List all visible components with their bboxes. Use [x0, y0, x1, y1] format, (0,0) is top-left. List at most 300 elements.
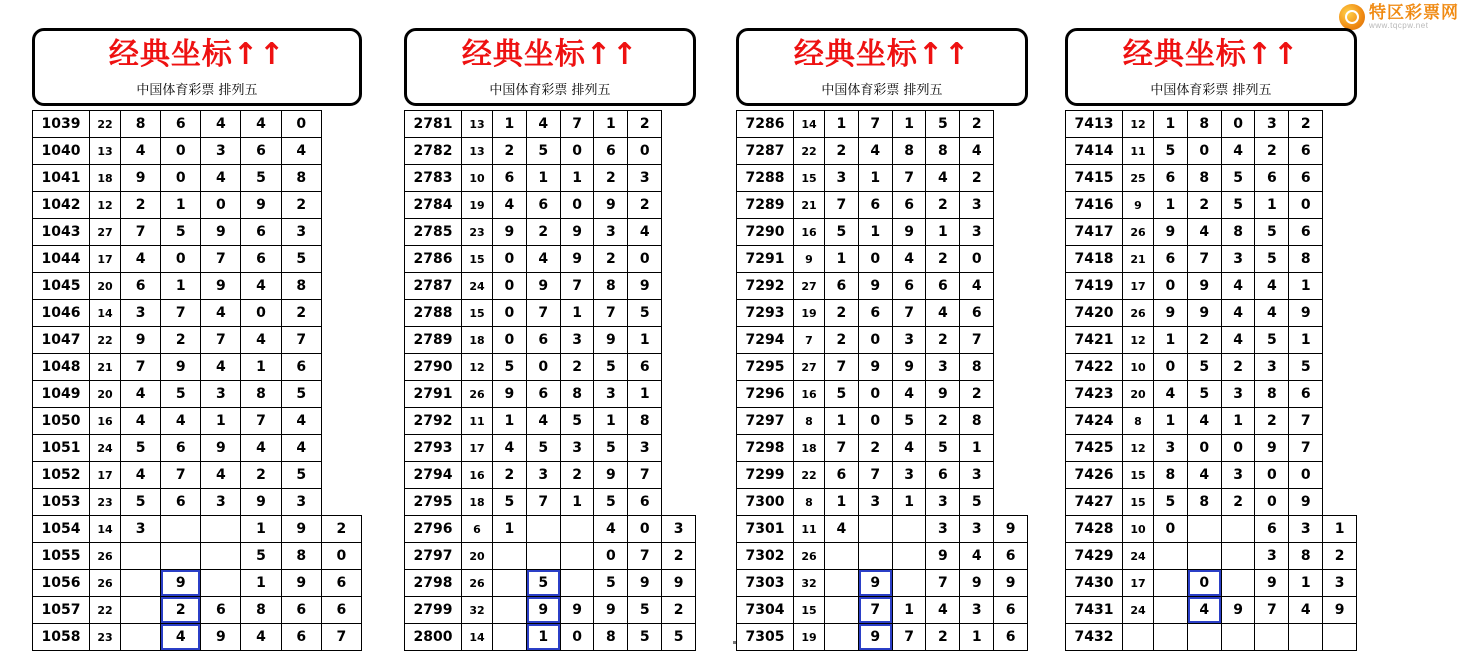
digit-cell: 5 [241, 543, 281, 570]
digit-cell: 2 [960, 381, 994, 408]
digit-cell: 0 [960, 246, 994, 273]
digit-cell: 6 [121, 273, 161, 300]
row-sum: 20 [1123, 381, 1154, 408]
table-row [1066, 543, 1357, 570]
digit-cell: 4 [241, 111, 281, 138]
row-id: 7303 [737, 570, 794, 597]
row-sum: 21 [794, 192, 825, 219]
digit-cell [493, 597, 527, 624]
row-sum: 12 [462, 354, 493, 381]
digit-cell: 2 [493, 138, 527, 165]
digit-cell: 2 [628, 192, 662, 219]
table-row [737, 489, 1028, 516]
digit-cell: 8 [628, 408, 662, 435]
digit-cell: 9 [594, 192, 628, 219]
row-id: 7286 [737, 111, 794, 138]
row-id: 1054 [33, 516, 90, 543]
digit-cell: 9 [858, 273, 892, 300]
digit-cell: 5 [926, 435, 960, 462]
digit-cell: 4 [1221, 327, 1255, 354]
digit-cell: 9 [560, 597, 594, 624]
digit-cell: 7 [1221, 570, 1255, 597]
digit-cell: 0 [493, 273, 527, 300]
digit-cell: 9 [926, 381, 960, 408]
digit-cell: 1 [241, 570, 281, 597]
table-row [33, 543, 362, 570]
digit-cell: 1 [960, 435, 994, 462]
row-sum: 26 [462, 570, 493, 597]
digit-cell: 6 [493, 165, 527, 192]
row-id: 1057 [33, 597, 90, 624]
row-id: 1047 [33, 327, 90, 354]
digit-cell [1323, 624, 1357, 651]
digit-cell: 6 [161, 489, 201, 516]
digit-cell: 5 [526, 138, 560, 165]
digit-cell: 4 [1221, 300, 1255, 327]
digit-cell: 3 [1289, 516, 1323, 543]
digit-cell: 3 [662, 516, 696, 543]
table-row [33, 138, 362, 165]
digit-cell: 3 [628, 435, 662, 462]
digit-cell: 7 [892, 570, 926, 597]
digit-cell: 6 [858, 192, 892, 219]
panel-3-subtitle: 中国体育彩票 排列五 [821, 82, 943, 98]
table-row [737, 516, 1028, 543]
digit-cell: 4 [161, 624, 201, 651]
digit-cell: 4 [201, 300, 241, 327]
digit-cell: 3 [594, 219, 628, 246]
digit-cell: 4 [121, 138, 161, 165]
digit-cell: 9 [161, 570, 201, 597]
digit-cell: 1 [1154, 192, 1188, 219]
row-sum: 32 [462, 597, 493, 624]
digit-cell: 6 [926, 462, 960, 489]
digit-cell: 0 [493, 300, 527, 327]
digit-cell: 8 [594, 624, 628, 651]
digit-cell: 7 [560, 111, 594, 138]
digit-cell: 3 [960, 597, 994, 624]
table-row [33, 192, 362, 219]
digit-cell: 6 [281, 597, 321, 624]
row-sum: 15 [794, 165, 825, 192]
row-sum: 20 [462, 543, 493, 570]
digit-cell: 1 [560, 300, 594, 327]
digit-cell: 9 [1255, 435, 1289, 462]
row-sum: 6 [462, 516, 493, 543]
row-sum: 15 [1123, 462, 1154, 489]
digit-cell: 8 [1187, 165, 1221, 192]
row-id: 7420 [1066, 300, 1123, 327]
row-id: 7415 [1066, 165, 1123, 192]
row-sum: 17 [90, 246, 121, 273]
digit-cell: 2 [825, 327, 859, 354]
digit-cell: 5 [1255, 219, 1289, 246]
digit-cell: 4 [241, 624, 281, 651]
row-sum: 15 [1123, 489, 1154, 516]
digit-cell: 4 [628, 219, 662, 246]
digit-cell: 6 [1289, 165, 1323, 192]
digit-cell: 4 [241, 273, 281, 300]
table-row [33, 570, 362, 597]
table-row [33, 516, 362, 543]
watermark-name: 特区彩票网 [1369, 3, 1459, 22]
table-row [737, 165, 1028, 192]
digit-cell: 8 [960, 408, 994, 435]
digit-cell [1154, 624, 1188, 651]
row-sum: 32 [794, 570, 825, 597]
digit-cell: 3 [1255, 111, 1289, 138]
page-dot [733, 641, 736, 644]
digit-cell: 4 [281, 408, 321, 435]
digit-cell: 8 [241, 597, 281, 624]
digit-cell: 6 [994, 624, 1028, 651]
row-sum: 24 [1123, 543, 1154, 570]
digit-cell: 6 [1289, 219, 1323, 246]
digit-cell: 7 [1289, 408, 1323, 435]
digit-cell: 2 [281, 192, 321, 219]
table-row [1066, 489, 1357, 516]
digit-cell: 4 [241, 327, 281, 354]
digit-cell: 1 [1221, 516, 1255, 543]
digit-cell: 3 [892, 327, 926, 354]
digit-cell: 4 [121, 408, 161, 435]
digit-cell: 0 [560, 192, 594, 219]
digit-cell: 2 [1323, 543, 1357, 570]
row-sum: 15 [462, 246, 493, 273]
table-row [1066, 624, 1357, 651]
digit-cell: 8 [892, 138, 926, 165]
row-id: 7287 [737, 138, 794, 165]
row-id: 7419 [1066, 273, 1123, 300]
panel-2-table [404, 110, 696, 651]
row-id: 2797 [405, 543, 462, 570]
row-id: 7299 [737, 462, 794, 489]
digit-cell [1221, 624, 1255, 651]
row-id: 7418 [1066, 246, 1123, 273]
row-sum: 16 [794, 381, 825, 408]
digit-cell: 5 [628, 300, 662, 327]
row-id: 7300 [737, 489, 794, 516]
table-row [405, 597, 696, 624]
table-row [405, 381, 696, 408]
row-sum: 21 [90, 354, 121, 381]
table-row [405, 570, 696, 597]
digit-cell: 5 [493, 354, 527, 381]
row-sum: 18 [90, 165, 121, 192]
digit-cell [1289, 624, 1323, 651]
row-id: 1046 [33, 300, 90, 327]
digit-cell: 8 [1289, 246, 1323, 273]
panel-1 [32, 28, 362, 651]
digit-cell: 9 [994, 570, 1028, 597]
panel-4-subtitle: 中国体育彩票 排列五 [1150, 82, 1272, 98]
digit-cell: 6 [1255, 165, 1289, 192]
digit-cell: 3 [594, 381, 628, 408]
row-id: 7295 [737, 354, 794, 381]
digit-cell: 4 [281, 435, 321, 462]
digit-cell: 8 [926, 138, 960, 165]
digit-cell: 5 [594, 489, 628, 516]
digit-cell: 0 [1154, 273, 1188, 300]
digit-cell: 5 [926, 111, 960, 138]
digit-cell: 3 [892, 462, 926, 489]
row-sum: 14 [462, 624, 493, 651]
digit-cell: 7 [628, 462, 662, 489]
digit-cell: 0 [281, 111, 321, 138]
row-id: 1056 [33, 570, 90, 597]
row-sum: 7 [794, 327, 825, 354]
digit-cell: 6 [281, 624, 321, 651]
digit-cell: 5 [560, 408, 594, 435]
row-id: 7427 [1066, 489, 1123, 516]
row-id: 2782 [405, 138, 462, 165]
panel-4-title: 经典坐标↑↑ [1122, 37, 1300, 72]
digit-cell: 4 [526, 408, 560, 435]
digit-cell: 6 [1154, 246, 1188, 273]
table-row [405, 273, 696, 300]
digit-cell: 4 [926, 165, 960, 192]
digit-cell: 0 [161, 138, 201, 165]
table-row [1066, 300, 1357, 327]
digit-cell: 3 [858, 489, 892, 516]
digit-cell: 2 [926, 408, 960, 435]
digit-cell: 1 [201, 408, 241, 435]
digit-cell: 2 [241, 462, 281, 489]
table-row [405, 192, 696, 219]
digit-cell: 9 [594, 462, 628, 489]
digit-cell: 1 [1221, 408, 1255, 435]
digit-cell: 5 [594, 435, 628, 462]
digit-cell: 7 [960, 327, 994, 354]
row-sum: 23 [462, 219, 493, 246]
digit-cell: 3 [960, 516, 994, 543]
digit-cell: 8 [1187, 489, 1221, 516]
digit-cell: 7 [594, 300, 628, 327]
digit-cell: 6 [526, 381, 560, 408]
digit-cell: 7 [121, 354, 161, 381]
digit-cell: 1 [201, 516, 241, 543]
digit-cell: 2 [960, 165, 994, 192]
table-row [33, 354, 362, 381]
digit-cell: 3 [281, 489, 321, 516]
digit-cell: 2 [321, 516, 361, 543]
table-row [33, 462, 362, 489]
row-id: 1044 [33, 246, 90, 273]
row-sum: 24 [1123, 597, 1154, 624]
row-sum: 22 [794, 138, 825, 165]
digit-cell: 8 [960, 354, 994, 381]
digit-cell: 6 [858, 300, 892, 327]
digit-cell: 0 [1255, 462, 1289, 489]
digit-cell: 0 [241, 300, 281, 327]
row-sum: 23 [90, 489, 121, 516]
digit-cell [1187, 624, 1221, 651]
panel-2-header [404, 28, 696, 106]
digit-cell: 9 [526, 273, 560, 300]
digit-cell: 2 [926, 246, 960, 273]
digit-cell: 1 [825, 246, 859, 273]
digit-cell: 4 [281, 138, 321, 165]
digit-cell: 4 [1255, 300, 1289, 327]
digit-cell: 8 [281, 543, 321, 570]
row-id: 7292 [737, 273, 794, 300]
digit-cell: 4 [892, 435, 926, 462]
digit-cell: 9 [493, 219, 527, 246]
digit-cell: 2 [926, 327, 960, 354]
panel-3-header [736, 28, 1028, 106]
digit-cell: 8 [1255, 381, 1289, 408]
digit-cell: 1 [825, 408, 859, 435]
row-id: 7294 [737, 327, 794, 354]
digit-cell: 9 [892, 354, 926, 381]
row-sum: 13 [90, 138, 121, 165]
digit-cell: 3 [960, 219, 994, 246]
row-id: 7305 [737, 624, 794, 651]
digit-cell: 9 [858, 570, 892, 597]
digit-cell: 8 [281, 273, 321, 300]
table-row [405, 516, 696, 543]
digit-cell: 7 [858, 111, 892, 138]
row-sum: 22 [90, 327, 121, 354]
panel-1-subtitle: 中国体育彩票 排列五 [136, 82, 258, 98]
digit-cell: 1 [926, 219, 960, 246]
digit-cell: 5 [1187, 354, 1221, 381]
digit-cell: 9 [858, 624, 892, 651]
digit-cell: 5 [1154, 138, 1188, 165]
table-row [33, 273, 362, 300]
digit-cell: 1 [858, 219, 892, 246]
row-sum: 12 [90, 192, 121, 219]
digit-cell: 1 [161, 192, 201, 219]
table-row [737, 111, 1028, 138]
digit-cell [1255, 624, 1289, 651]
table-row [737, 246, 1028, 273]
row-sum: 19 [794, 624, 825, 651]
digit-cell: 7 [201, 327, 241, 354]
digit-cell: 3 [1255, 354, 1289, 381]
digit-cell: 5 [526, 435, 560, 462]
watermark-url: www.tqcpw.net [1369, 21, 1429, 30]
digit-cell: 4 [892, 543, 926, 570]
digit-cell: 2 [560, 462, 594, 489]
digit-cell: 6 [892, 192, 926, 219]
panel-1-header [32, 28, 362, 106]
digit-cell: 6 [994, 597, 1028, 624]
digit-cell: 1 [628, 381, 662, 408]
digit-cell: 4 [241, 435, 281, 462]
digit-cell: 4 [926, 300, 960, 327]
digit-cell: 7 [526, 489, 560, 516]
digit-cell: 2 [560, 354, 594, 381]
digit-cell: 9 [594, 327, 628, 354]
digit-cell: 9 [201, 624, 241, 651]
globe-icon [1339, 4, 1365, 30]
digit-cell: 5 [594, 354, 628, 381]
table-row [1066, 219, 1357, 246]
digit-cell: 4 [960, 543, 994, 570]
digit-cell: 2 [1221, 489, 1255, 516]
row-id: 1048 [33, 354, 90, 381]
digit-cell: 7 [161, 300, 201, 327]
digit-cell: 9 [241, 192, 281, 219]
digit-cell: 4 [960, 273, 994, 300]
digit-cell: 4 [201, 165, 241, 192]
row-id: 2800 [405, 624, 462, 651]
digit-cell: 5 [1221, 192, 1255, 219]
digit-cell: 5 [281, 246, 321, 273]
row-sum: 12 [1123, 435, 1154, 462]
digit-cell: 9 [1187, 273, 1221, 300]
digit-cell: 0 [161, 165, 201, 192]
row-sum: 26 [1123, 300, 1154, 327]
digit-cell: 2 [1255, 408, 1289, 435]
digit-cell: 4 [892, 381, 926, 408]
row-id: 7302 [737, 543, 794, 570]
digit-cell: 6 [321, 570, 361, 597]
row-id: 7426 [1066, 462, 1123, 489]
digit-cell: 1 [594, 111, 628, 138]
digit-cell: 5 [1289, 354, 1323, 381]
row-sum: 24 [462, 273, 493, 300]
digit-cell: 4 [121, 246, 161, 273]
table-row [1066, 111, 1357, 138]
row-id: 7297 [737, 408, 794, 435]
panel-2 [404, 28, 696, 651]
digit-cell: 1 [526, 165, 560, 192]
digit-cell: 7 [825, 354, 859, 381]
digit-cell: 4 [1221, 138, 1255, 165]
table-row [737, 624, 1028, 651]
table-row [737, 381, 1028, 408]
row-id: 7296 [737, 381, 794, 408]
digit-cell: 4 [1187, 219, 1221, 246]
digit-cell: 9 [281, 570, 321, 597]
digit-cell: 4 [1221, 273, 1255, 300]
row-id: 7421 [1066, 327, 1123, 354]
row-id: 7416 [1066, 192, 1123, 219]
digit-cell: 4 [1221, 543, 1255, 570]
digit-cell: 9 [560, 246, 594, 273]
digit-cell: 0 [858, 327, 892, 354]
digit-cell: 4 [1187, 408, 1221, 435]
digit-cell: 9 [1154, 300, 1188, 327]
digit-cell: 4 [594, 516, 628, 543]
digit-cell: 9 [1187, 543, 1221, 570]
digit-cell: 6 [594, 138, 628, 165]
row-id: 7424 [1066, 408, 1123, 435]
digit-cell: 5 [594, 570, 628, 597]
digit-cell: 2 [662, 543, 696, 570]
digit-cell [161, 516, 201, 543]
table-row [1066, 435, 1357, 462]
digit-cell: 4 [161, 408, 201, 435]
row-id: 1042 [33, 192, 90, 219]
row-id: 2786 [405, 246, 462, 273]
digit-cell: 3 [960, 462, 994, 489]
row-id: 1040 [33, 138, 90, 165]
row-id: 7291 [737, 246, 794, 273]
row-sum: 14 [90, 300, 121, 327]
digit-cell: 1 [892, 597, 926, 624]
row-id: 2783 [405, 165, 462, 192]
digit-cell: 9 [926, 543, 960, 570]
digit-cell: 7 [201, 246, 241, 273]
table-row [33, 165, 362, 192]
row-sum: 9 [1123, 192, 1154, 219]
digit-cell: 1 [1323, 516, 1357, 543]
table-row [737, 570, 1028, 597]
digit-cell: 7 [825, 192, 859, 219]
